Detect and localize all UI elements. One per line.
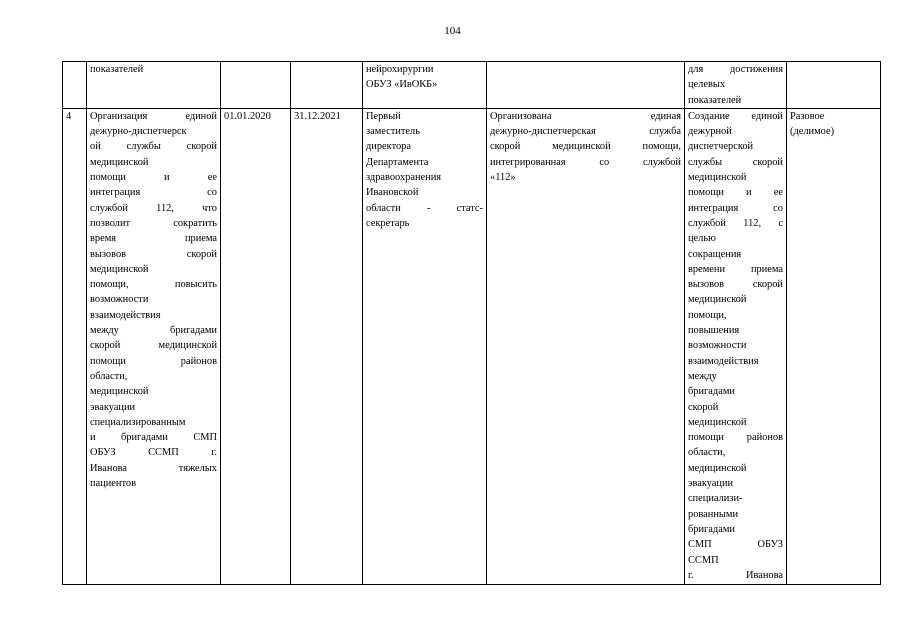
cell-text-line: Организована единая <box>490 110 681 122</box>
end-date-cell: 31.12.2021 <box>291 108 363 584</box>
cell-text-line: помощи районов <box>688 432 783 444</box>
cell-text-line: медицинской <box>90 156 149 168</box>
cell-text-line: между <box>688 370 717 382</box>
cell-text-line: специализи- <box>688 493 743 505</box>
cell-text-line: скорой <box>688 401 719 413</box>
cell-text-line: интеграция со <box>688 202 783 214</box>
cell-text-line: взаимодействия <box>90 309 161 321</box>
cell-text-line: медицинской <box>90 386 149 398</box>
cell-text-line: СМП ОБУЗ <box>688 539 783 551</box>
cell-text-line: Создание единой <box>688 110 783 122</box>
cell-text-line: нейрохирургии <box>366 64 434 75</box>
responsible-cell <box>363 108 487 584</box>
cell-text-line: позволит сократить <box>90 217 217 229</box>
cell-text-line: медицинской <box>688 172 747 184</box>
cell-text-line: Разовое <box>790 110 825 122</box>
end-date-cell <box>291 62 363 109</box>
cell-text-line: интеграция со <box>90 187 217 199</box>
cell-text-line: возможности <box>90 294 149 306</box>
cell-text-line: службы скорой <box>688 156 783 168</box>
cell-text-line: Иванова тяжелых <box>90 462 217 474</box>
cell-text-line: ОБУЗ «ИвОКБ» <box>366 79 438 91</box>
cell-text-line: ой службы скорой <box>90 141 217 153</box>
cell-text-line: Департамента <box>366 156 429 168</box>
cell-text-line: (делимое) <box>790 126 835 138</box>
cell-text-line: Первый <box>366 110 401 122</box>
cell-text-line: области, <box>90 370 128 382</box>
page-number: 104 <box>444 25 461 37</box>
cell-text-line: время приема <box>90 233 217 245</box>
cell-text-line: дежурной <box>688 126 732 138</box>
cell-text-line: диспетчерской <box>688 141 754 153</box>
cell-text-line: вызовов скорой <box>688 279 783 291</box>
cell-text-line: показателей <box>90 64 144 75</box>
cell-text-line: времени приема <box>688 263 783 275</box>
result-cell <box>487 108 685 584</box>
cell-text-line: помощи, <box>688 309 727 321</box>
cell-text-line: помощи и ее <box>90 172 217 184</box>
indicator-cell <box>685 62 787 109</box>
cell-text-line: между бригадами <box>90 325 217 337</box>
table-row <box>63 108 881 584</box>
type-cell <box>787 108 881 584</box>
start-date-cell: 01.01.2020 <box>221 108 291 584</box>
responsible-cell <box>363 62 487 109</box>
cell-text-line: г. Иванова <box>688 569 783 581</box>
cell-text-line: сокращения <box>688 248 742 260</box>
cell-text-line: медицинской <box>90 263 149 275</box>
cell-text-line: специализированным <box>90 416 186 428</box>
event-cell <box>87 62 221 109</box>
cell-text-line: показателей <box>688 94 742 106</box>
cell-text-line: повышения <box>688 325 740 337</box>
cell-text-line: возможности <box>688 340 747 352</box>
cell-text-line: и бригадами СМП <box>90 432 217 444</box>
cell-text-line: вызовов скорой <box>90 248 217 260</box>
cell-text-line: области, <box>688 447 726 459</box>
event-cell <box>87 108 221 584</box>
result-cell <box>487 62 685 109</box>
cell-text-line: эвакуации <box>688 478 734 490</box>
cell-text-line: ССМП <box>688 554 719 566</box>
cell-text-line: скорой медицинской <box>90 340 217 352</box>
cell-text-line: для достижения <box>688 64 783 75</box>
cell-text-line: Ивановской <box>366 187 419 199</box>
cell-text-line: директора <box>366 141 411 153</box>
plan-table <box>62 61 881 585</box>
cell-text-line: здравоохранения <box>366 172 442 184</box>
row-number-cell: 4 <box>63 108 87 584</box>
cell-text-line: медицинской <box>688 462 747 474</box>
indicator-cell <box>685 108 787 584</box>
type-cell <box>787 62 881 109</box>
cell-text-line: пациентов <box>90 478 136 490</box>
cell-text-line: дежурно-диспетчерская служба <box>490 126 681 138</box>
cell-text-line: взаимодействия <box>688 355 759 367</box>
cell-text-line: заместитель <box>366 126 420 138</box>
table-row <box>63 62 881 109</box>
cell-text-line: ОБУЗ ССМП г. <box>90 447 217 459</box>
cell-text-line: интегрированная со службой <box>490 156 681 168</box>
cell-text-line: дежурно-диспетчерск <box>90 126 187 138</box>
cell-text-line: «112» <box>490 172 516 184</box>
cell-text-line: секретарь <box>366 217 410 229</box>
cell-text-line: помощи районов <box>90 355 217 367</box>
cell-text-line: целью <box>688 233 716 245</box>
cell-text-line: рованными <box>688 508 739 520</box>
cell-text-line: бригадами <box>688 386 735 398</box>
cell-text-line: Организация единой <box>90 110 217 122</box>
cell-text-line: помощи и ее <box>688 187 783 199</box>
cell-text-line: эвакуации <box>90 401 136 413</box>
cell-text-line: целевых <box>688 79 726 91</box>
cell-text-line: помощи, повысить <box>90 279 217 291</box>
cell-text-line: медицинской <box>688 416 747 428</box>
cell-text-line: области - статс- <box>366 202 483 214</box>
start-date-cell <box>221 62 291 109</box>
cell-text-line: бригадами <box>688 523 735 535</box>
cell-text-line: скорой медицинской помощи, <box>490 141 681 153</box>
cell-text-line: медицинской <box>688 294 747 306</box>
cell-text-line: службой 112, что <box>90 202 217 214</box>
cell-text-line: службой 112, с <box>688 217 783 229</box>
row-number-cell <box>63 62 87 109</box>
